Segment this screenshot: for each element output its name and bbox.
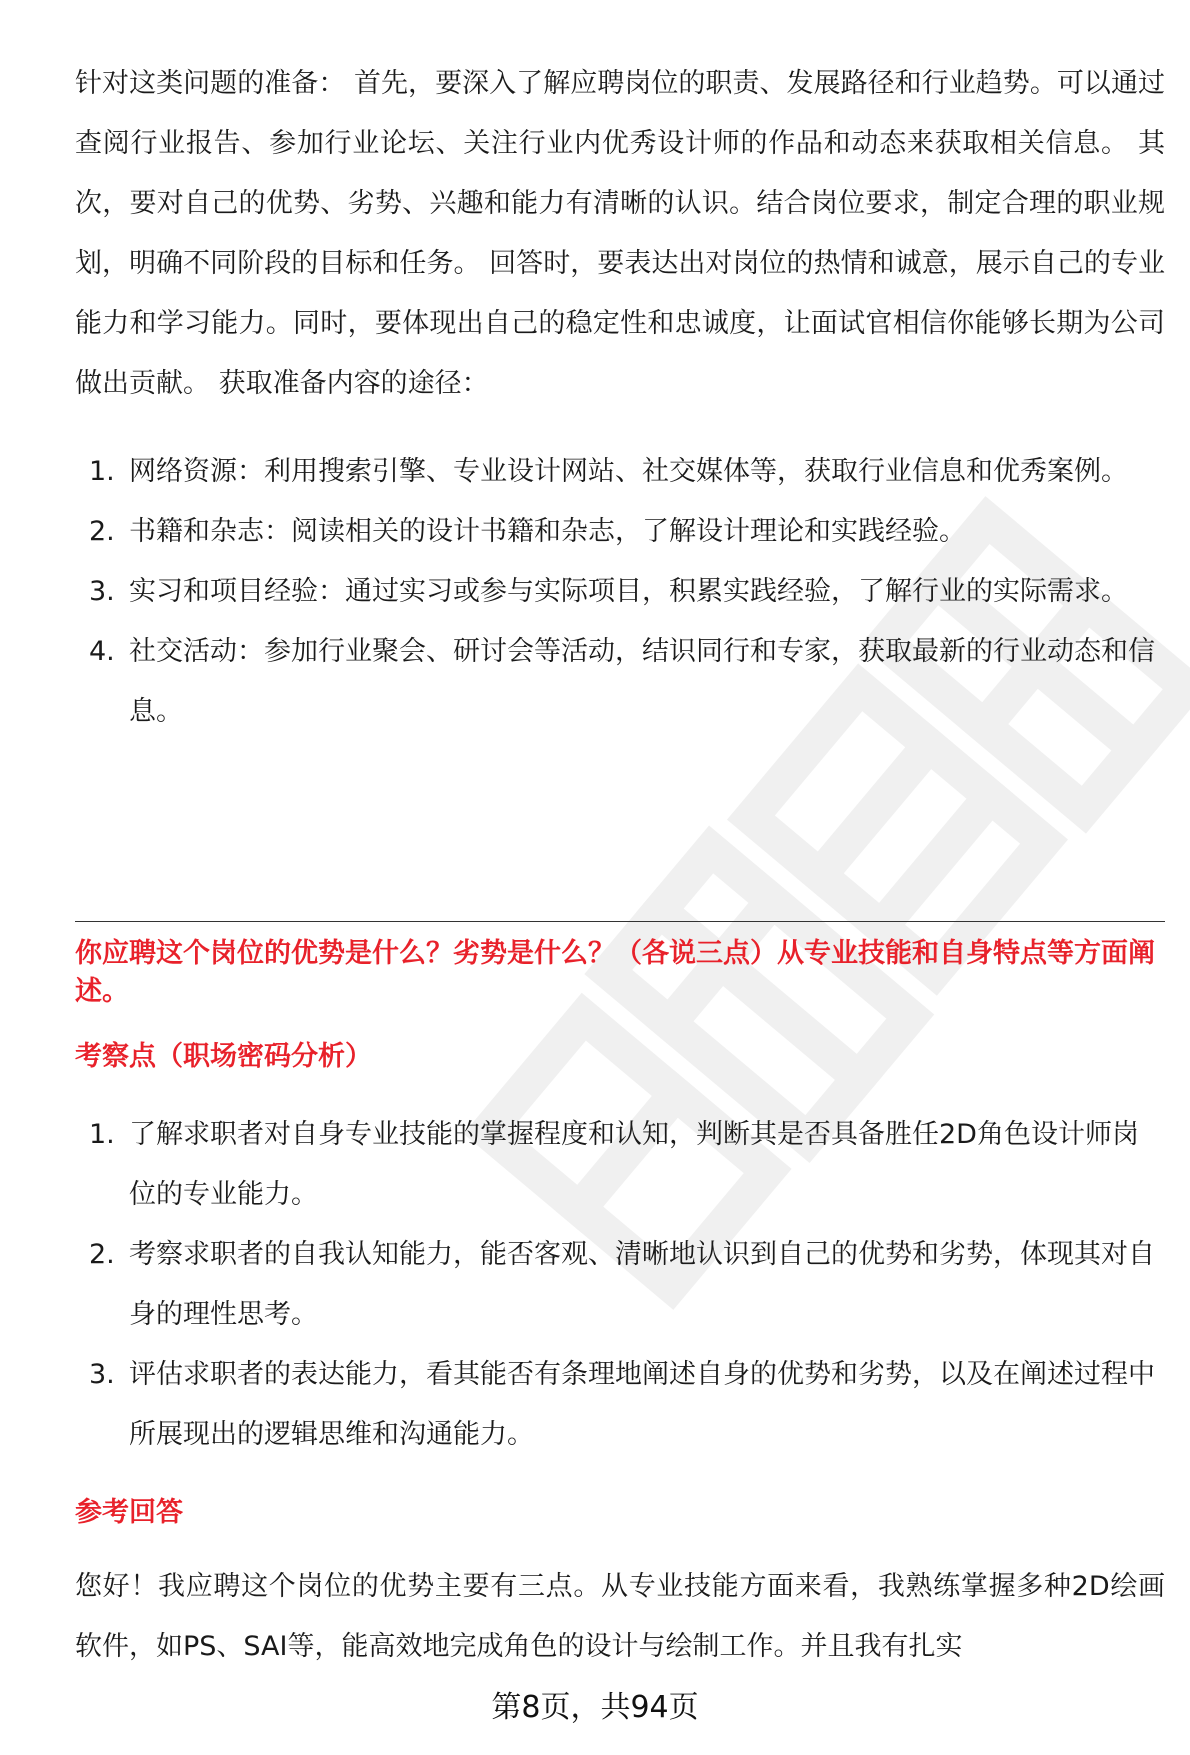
list-text: 实习和项目经验：通过实习或参与实际项目，积累实践经验，了解行业的实际需求。 <box>129 576 1128 607</box>
section-divider <box>75 921 1165 922</box>
list-number: 3. <box>89 576 115 607</box>
list-item <box>75 442 1165 502</box>
list-text: 书籍和杂志：阅读相关的设计书籍和杂志，了解设计理论和实践经验。 <box>129 516 966 547</box>
list-text: 了解求职者对自身专业技能的掌握程度和认知，判断其是否具备胜任2D角色设计师岗位的专业能力。 <box>129 1119 1139 1210</box>
list-item <box>75 1105 1165 1225</box>
list-number: 3. <box>89 1359 115 1390</box>
page-footer: 第8页，共94页 <box>491 1690 699 1725</box>
channel-list <box>75 442 1165 742</box>
list-number: 2. <box>89 516 115 547</box>
list-text: 考察求职者的自我认知能力，能否客观、清晰地认识到自己的优势和劣势，体现其对自身的理性思考。 <box>129 1239 1155 1330</box>
question-heading: 你应聘这个岗位的优势是什么？劣势是什么？（各说三点）从专业技能和自身特点等方面阐述。 <box>75 938 1155 1007</box>
list-text: 社交活动：参加行业聚会、研讨会等活动，结识同行和专家，获取最新的行业动态和信息。 <box>129 636 1155 727</box>
reference-answer: 您好！我应聘这个岗位的优势主要有三点。从专业技能方面来看，我熟练掌握多种2D绘画软件，如PS、SAI等，能高效地完成角色的设计与绘制工作。并且我有扎实 <box>75 1571 1165 1662</box>
list-item <box>75 562 1165 622</box>
list-text: 网络资源：利用搜索引擎、专业设计网站、社交媒体等，获取行业信息和优秀案例。 <box>129 456 1128 487</box>
reference-heading: 参考回答 <box>75 1497 183 1528</box>
list-item <box>75 622 1165 742</box>
list-number: 1. <box>89 1119 115 1150</box>
list-text: 评估求职者的表达能力，看其能否有条理地阐述自身的优势和劣势，以及在阐述过程中所展现出的逻辑思维和沟通能力。 <box>129 1359 1155 1450</box>
list-item <box>75 1345 1165 1465</box>
list-number: 1. <box>89 456 115 487</box>
page-content <box>75 54 1165 742</box>
list-number: 2. <box>89 1239 115 1270</box>
list-item <box>75 1225 1165 1345</box>
analysis-list <box>75 1105 1165 1465</box>
list-number: 4. <box>89 636 115 667</box>
list-item <box>75 502 1165 562</box>
intro-paragraph: 针对这类问题的准备： 首先，要深入了解应聘岗位的职责、发展路径和行业趋势。可以通过查阅行业报告、参加行业论坛、关注行业内优秀设计师的作品和动态来获取相关信息。 其次，要对自己的优势、劣势、兴趣和能力有清晰的认识。结合岗位要求，制定合理的职业规划，明确不同阶段的目标和任务。 回答时，要表达出对岗位的热情和诚意，展示自己的专业能力和学习能力。同时，要体现出自己的稳定性和忠诚度，让面试官相信你能够长期为公司做出贡献。 获取准备内容的途径： <box>75 68 1165 399</box>
analysis-heading: 考察点（职场密码分析） <box>75 1041 372 1072</box>
